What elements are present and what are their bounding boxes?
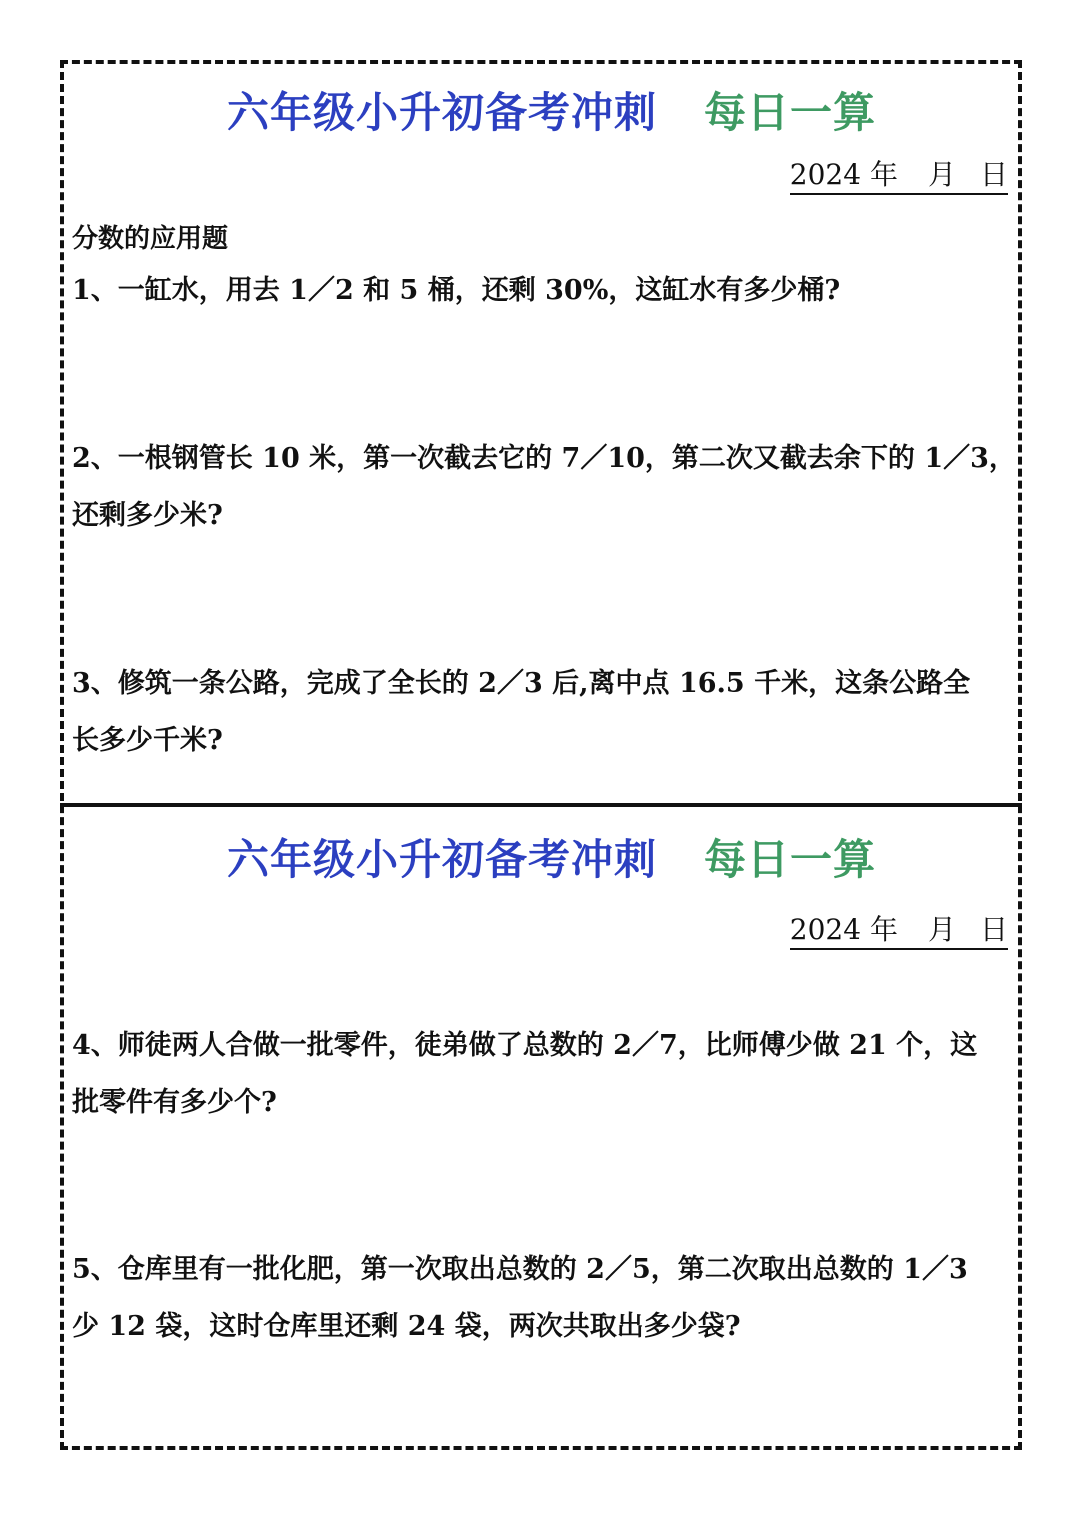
question-line: 2、一根钢管长 10 米，第一次截去它的 7／10，第二次又截去余下的 1／3， <box>72 443 1016 474</box>
question-1 <box>72 262 1012 319</box>
question-line: 还剩多少米? <box>72 500 223 531</box>
date-day: 日 <box>979 913 1008 946</box>
question-line: 长多少千米? <box>72 725 223 756</box>
date-line <box>790 913 1008 950</box>
topic-heading: 分数的应用题 <box>72 224 229 254</box>
question-line: 1、一缸水，用去 1／2 和 5 桶，还剩 30%，这缸水有多少桶? <box>72 275 841 306</box>
question-line: 5、仓库里有一批化肥，第一次取出总数的 2／5，第二次取出总数的 1／3 <box>72 1254 968 1285</box>
date-year: 2024 年 <box>789 913 898 946</box>
question-line: 少 12 袋，这时仓库里还剩 24 袋，两次共取出多少袋? <box>72 1311 741 1342</box>
question-line: 4、师徒两人合做一批零件，徒弟做了总数的 2／7，比师傅少做 21 个，这 <box>72 1030 978 1061</box>
page-subtitle: 每日一算 <box>704 835 877 884</box>
question-2 <box>72 430 1016 544</box>
title-row <box>72 807 1010 903</box>
question-3 <box>72 655 1012 769</box>
date-year: 2024 年 <box>789 158 898 191</box>
question-4 <box>72 1017 1012 1131</box>
date-line <box>790 158 1008 195</box>
date-month: 月 <box>927 913 956 946</box>
worksheet-section-1 <box>60 60 1022 803</box>
page-subtitle: 每日一算 <box>704 88 877 137</box>
page-title: 六年级小升初备考冲刺 <box>227 88 658 137</box>
date-day: 日 <box>979 158 1008 191</box>
question-line: 3、修筑一条公路，完成了全长的 2／3 后,离中点 16.5 千米，这条公路全 <box>72 668 971 699</box>
question-5 <box>72 1241 1012 1355</box>
worksheet-section-2 <box>60 807 1022 1450</box>
question-line: 批零件有多少个? <box>72 1087 277 1118</box>
page-title: 六年级小升初备考冲刺 <box>227 835 658 884</box>
date-month: 月 <box>927 158 956 191</box>
title-row <box>72 60 1010 156</box>
